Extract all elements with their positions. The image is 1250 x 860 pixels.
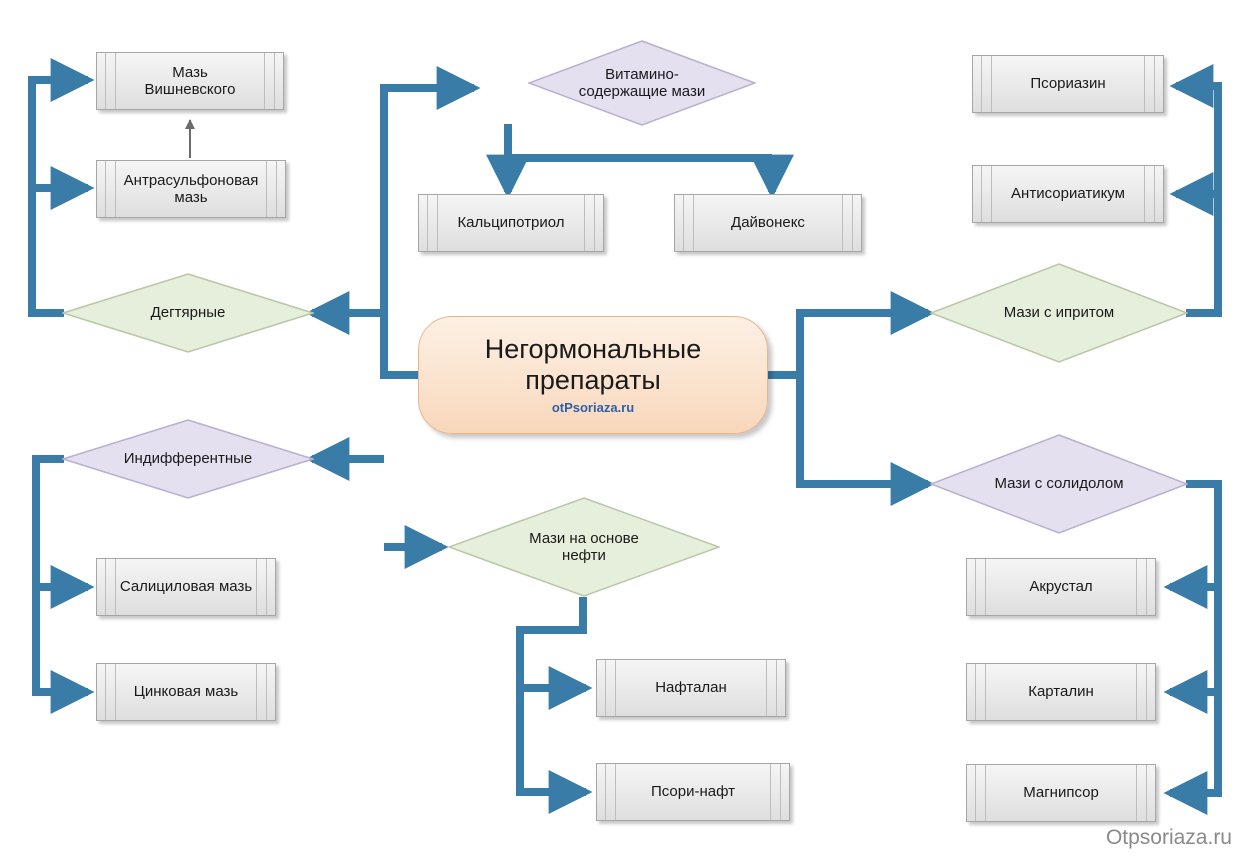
label-indifferent: Индифферентные: [123, 450, 253, 468]
node-anthrasulfonic-ointment[interactable]: [96, 160, 286, 218]
node-psori-naft[interactable]: [596, 763, 790, 821]
anthrasulfonic-line-1: Антрасульфоновая: [123, 171, 259, 189]
anthrasulfonic-line-2: мазь: [174, 189, 208, 206]
node-kartalin[interactable]: [966, 663, 1156, 721]
node-solid-oil-ointments[interactable]: [930, 434, 1188, 534]
label-calcipotriol: Кальципотриол: [457, 214, 565, 232]
node-zinc-ointment[interactable]: [96, 663, 276, 721]
oil-line-1: Мази на основе: [529, 529, 639, 547]
vitamin-line-2: содержащие мази: [578, 83, 706, 100]
node-magnipsor[interactable]: [966, 764, 1156, 822]
label-magnipsor: Магнипсор: [1023, 784, 1099, 802]
vishnevsky-line-1: Мазь: [172, 63, 208, 81]
vishnevsky-line-2: Вишневского: [144, 81, 236, 98]
node-psoriazin[interactable]: [972, 55, 1164, 113]
central-line-1: Негормональные: [484, 334, 702, 365]
label-degtyarnye: Дегтярные: [150, 304, 226, 322]
label-solidol: Мази с солидолом: [994, 475, 1124, 493]
node-vishnevsky-ointment[interactable]: [96, 52, 284, 110]
node-calcipotriol[interactable]: [418, 194, 604, 252]
label-antisoriatikum: Антисориатикум: [1011, 185, 1125, 203]
oil-line-2: нефти: [562, 547, 606, 564]
label-naftalan: Нафталан: [655, 679, 727, 697]
central-line-2: препараты: [525, 364, 661, 395]
label-zinc: Цинковая мазь: [133, 683, 239, 701]
node-mustard-gas-ointments[interactable]: [930, 263, 1188, 363]
label-iprit: Мази с ипритом: [1003, 304, 1115, 322]
node-central[interactable]: [418, 316, 768, 434]
vitamin-line-1: Витамино-: [605, 65, 679, 83]
node-daivonex[interactable]: [674, 194, 862, 252]
node-antisoriatikum[interactable]: [972, 165, 1164, 223]
node-vitamin-ointments[interactable]: [528, 40, 756, 126]
label-psori-naft: Псори-нафт: [650, 783, 736, 801]
node-salicylic-ointment[interactable]: [96, 558, 276, 616]
label-salicylic: Салициловая мазь: [119, 578, 253, 596]
corner-watermark: Otpsoriaza.ru: [1105, 826, 1232, 849]
node-indifferent[interactable]: [62, 419, 314, 499]
node-naftalan[interactable]: [596, 659, 786, 717]
label-akrustal: Акрустал: [1029, 578, 1093, 596]
label-daivonex: Дайвонекс: [731, 214, 805, 232]
inner-watermark: otPsoriaza.ru: [551, 399, 635, 415]
node-akrustal[interactable]: [966, 558, 1156, 616]
node-oil-based[interactable]: [448, 497, 720, 597]
node-degtyarnye[interactable]: [62, 273, 314, 353]
label-psoriazin: Псориазин: [1030, 75, 1106, 93]
label-kartalin: Карталин: [1028, 683, 1094, 701]
